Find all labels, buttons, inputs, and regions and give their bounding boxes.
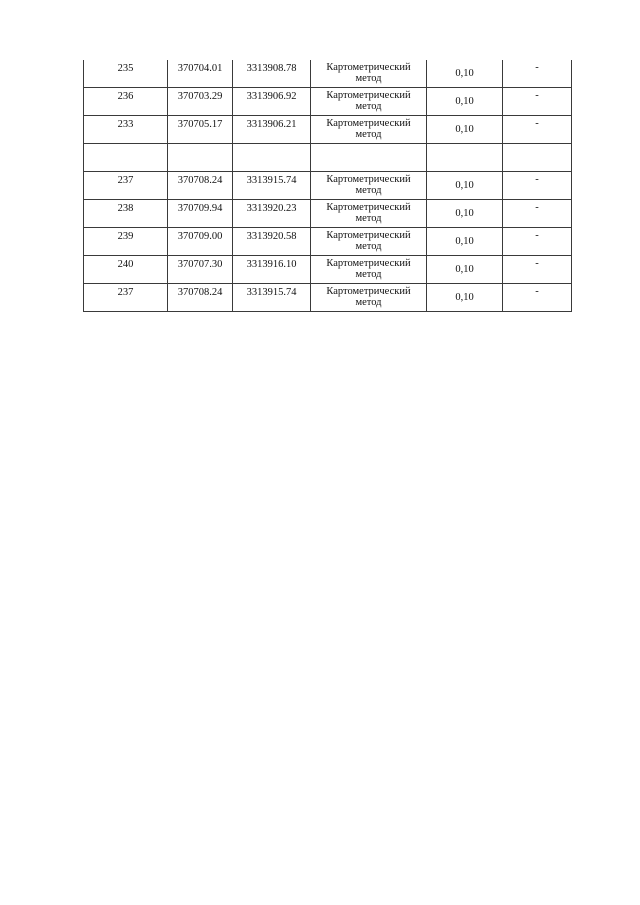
method-line-2: метод [355, 297, 382, 308]
table-row [84, 256, 572, 284]
method-text [311, 228, 426, 252]
accuracy-value: 0,10 [455, 124, 474, 135]
x-coordinate-cell [168, 144, 233, 172]
table-row [84, 172, 572, 200]
x-coordinate-cell [168, 116, 233, 144]
x-coordinate-cell [168, 200, 233, 228]
point-number-cell [84, 60, 168, 88]
table-row [84, 228, 572, 256]
y-coordinate-value: 3313920.23 [246, 203, 297, 214]
method-line-1: Картометрический [326, 62, 411, 73]
point-number-value: 233 [117, 119, 134, 130]
method-line-2: метод [355, 241, 382, 252]
accuracy-cell [427, 60, 503, 88]
accuracy-cell [427, 284, 503, 312]
note-cell [503, 144, 572, 172]
y-coordinate-value: 3313906.92 [246, 91, 297, 102]
accuracy-value: 0,10 [455, 292, 474, 303]
y-coordinate-cell [233, 228, 311, 256]
y-coordinate-cell [233, 200, 311, 228]
point-number-cell [84, 200, 168, 228]
note-value: - [535, 118, 539, 129]
table-row [84, 116, 572, 144]
x-coordinate-value: 370708.24 [177, 175, 223, 186]
method-line-1: Картометрический [326, 258, 411, 269]
note-cell [503, 88, 572, 116]
accuracy-cell [427, 88, 503, 116]
point-number-cell [84, 256, 168, 284]
y-coordinate-cell [233, 144, 311, 172]
note-value: - [535, 230, 539, 241]
x-coordinate-value: 370709.00 [177, 231, 223, 242]
x-coordinate-value: 370708.24 [177, 287, 223, 298]
accuracy-value [427, 144, 502, 152]
method-line-1: Картометрический [326, 118, 411, 129]
method-line-2: метод [355, 213, 382, 224]
point-number-value: 237 [117, 175, 134, 186]
method-line-2: метод [355, 129, 382, 140]
y-coordinate-cell [233, 256, 311, 284]
note-cell [503, 256, 572, 284]
y-coordinate-cell [233, 172, 311, 200]
point-number-cell [84, 144, 168, 172]
note-cell [503, 284, 572, 312]
method-line-2: метод [355, 101, 382, 112]
method-line-1: Картометрический [326, 90, 411, 101]
method-cell [311, 116, 427, 144]
note-cell [503, 228, 572, 256]
x-coordinate-cell [168, 88, 233, 116]
method-line-1: Картометрический [326, 286, 411, 297]
method-text [311, 256, 426, 280]
point-number-value: 239 [117, 231, 134, 242]
accuracy-cell [427, 200, 503, 228]
accuracy-cell [427, 172, 503, 200]
accuracy-value: 0,10 [455, 264, 474, 275]
point-number-value: 237 [117, 287, 134, 298]
note-cell [503, 60, 572, 88]
note-cell [503, 172, 572, 200]
method-line-1: Картометрический [326, 230, 411, 241]
note-value: - [535, 174, 539, 185]
accuracy-value: 0,10 [455, 180, 474, 191]
method-text [311, 88, 426, 112]
point-number-cell [84, 284, 168, 312]
table-row [84, 200, 572, 228]
point-number-cell [84, 88, 168, 116]
point-number-value: 235 [117, 63, 134, 74]
y-coordinate-value: 3313915.74 [246, 287, 297, 298]
point-number-value: 236 [117, 91, 134, 102]
point-number-value [84, 144, 167, 147]
x-coordinate-value [168, 144, 232, 147]
method-text [311, 116, 426, 140]
note-value: - [535, 286, 539, 297]
y-coordinate-cell [233, 116, 311, 144]
x-coordinate-cell [168, 256, 233, 284]
method-line-2: метод [355, 185, 382, 196]
method-text [311, 144, 426, 146]
y-coordinate-value: 3313915.74 [246, 175, 297, 186]
note-cell [503, 116, 572, 144]
table-row [84, 88, 572, 116]
note-cell [503, 200, 572, 228]
x-coordinate-value: 370705.17 [177, 119, 223, 130]
point-number-cell [84, 116, 168, 144]
note-value: - [535, 258, 539, 269]
method-cell [311, 256, 427, 284]
x-coordinate-cell [168, 60, 233, 88]
x-coordinate-cell [168, 228, 233, 256]
note-value: - [535, 90, 539, 101]
method-cell [311, 228, 427, 256]
point-number-value: 238 [117, 203, 134, 214]
accuracy-value: 0,10 [455, 236, 474, 247]
method-line-1: Картометрический [326, 174, 411, 185]
accuracy-cell [427, 116, 503, 144]
method-text [311, 200, 426, 224]
accuracy-cell [427, 228, 503, 256]
method-line-2: метод [355, 269, 382, 280]
y-coordinate-value: 3313906.21 [246, 119, 297, 130]
point-number-value: 240 [117, 259, 134, 270]
method-cell [311, 200, 427, 228]
point-number-cell [84, 172, 168, 200]
method-cell [311, 88, 427, 116]
method-text [311, 172, 426, 196]
table-row [84, 284, 572, 312]
x-coordinate-cell [168, 284, 233, 312]
accuracy-cell [427, 256, 503, 284]
method-line-1: Картометрический [326, 202, 411, 213]
method-text [311, 60, 426, 84]
table-row [84, 60, 572, 88]
coordinates-table-body [84, 60, 572, 312]
coordinates-table [83, 60, 572, 312]
method-cell [311, 60, 427, 88]
y-coordinate-value: 3313920.58 [246, 231, 297, 242]
method-cell [311, 284, 427, 312]
y-coordinate-cell [233, 284, 311, 312]
x-coordinate-value: 370703.29 [177, 91, 223, 102]
accuracy-cell [427, 144, 503, 172]
x-coordinate-value: 370707.30 [177, 259, 223, 270]
y-coordinate-cell [233, 88, 311, 116]
accuracy-value: 0,10 [455, 208, 474, 219]
method-text [311, 284, 426, 308]
table-row [84, 144, 572, 172]
x-coordinate-value: 370704.01 [177, 63, 223, 74]
note-value: - [535, 202, 539, 213]
accuracy-value: 0,10 [455, 68, 474, 79]
method-cell [311, 172, 427, 200]
x-coordinate-value: 370709.94 [177, 203, 223, 214]
point-number-cell [84, 228, 168, 256]
note-value: - [535, 62, 539, 73]
y-coordinate-value [233, 144, 310, 147]
x-coordinate-cell [168, 172, 233, 200]
method-line-2: метод [355, 73, 382, 84]
y-coordinate-value: 3313908.78 [246, 63, 297, 74]
y-coordinate-value: 3313916.10 [246, 259, 297, 270]
method-cell [311, 144, 427, 172]
accuracy-value: 0,10 [455, 96, 474, 107]
note-value [503, 144, 571, 146]
y-coordinate-cell [233, 60, 311, 88]
